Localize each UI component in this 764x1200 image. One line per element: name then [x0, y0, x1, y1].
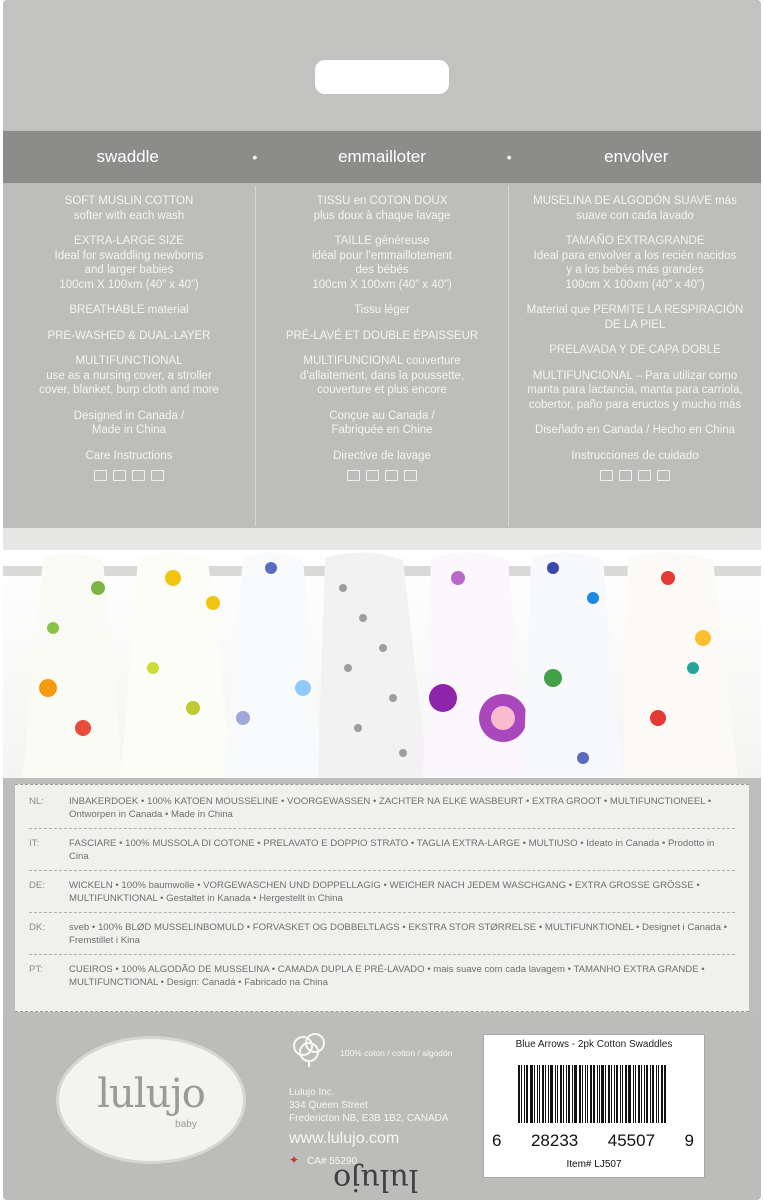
barcode-bar — [555, 1065, 556, 1123]
no-bleach-icon — [385, 470, 398, 481]
barcode-bar — [563, 1065, 564, 1123]
barcode-bar — [656, 1065, 657, 1123]
swaddle-4 — [318, 552, 428, 778]
feature-text: Diseñado en Canada / Hecho en China — [534, 424, 736, 436]
care-instructions-heading: Instrucciones de cuidado — [571, 449, 699, 462]
barcode — [518, 1065, 668, 1123]
maple-leaf-icon: ✦ — [289, 1153, 300, 1167]
barcode-digit-group: 28233 — [530, 1131, 579, 1150]
swaddle-3 — [223, 552, 323, 778]
feature-text: SOFT MUSLIN COTTON softer with each wash — [64, 195, 194, 222]
language-header-bar — [3, 131, 761, 183]
swaddle-5 — [423, 552, 528, 778]
tumble-dry-icon — [366, 470, 379, 481]
barcode-bar — [542, 1065, 544, 1123]
cotton-flower-icon — [288, 1032, 338, 1068]
language-text: WICKELN • 100% baumwolle • VORGEWASCHEN UND DOPPELLAGIG • WEICHER NACH JEDEM WASCHGANG • EXTRA GROSSE GRÖSSE • MULTIFUNKTIONAL • Gestaltet in Kanada • Hergestellt in China — [69, 880, 700, 904]
barcode-bar — [557, 1065, 558, 1123]
barcode-bar — [587, 1065, 588, 1123]
language-row-dk — [29, 921, 735, 955]
barcode-bar — [605, 1065, 606, 1123]
cotton-content-text: 100% coton / cotton / algodón — [340, 1048, 453, 1058]
feature-text: Designed in Canada / Made in China — [73, 409, 185, 436]
barcode-bar — [560, 1065, 562, 1123]
barcode-bar — [585, 1065, 586, 1123]
spanish-column — [508, 186, 761, 526]
care-icons — [11, 470, 247, 481]
barcode-bar — [537, 1065, 538, 1123]
barcode-bar — [534, 1065, 535, 1123]
barcode-bar — [590, 1065, 592, 1123]
barcode-bar — [622, 1065, 623, 1123]
barcode-bar — [572, 1065, 573, 1123]
barcode-bar — [625, 1065, 627, 1123]
barcode-bar — [530, 1065, 533, 1123]
address-line: Fredericton NB, E3B 1B2, CANADA — [289, 1113, 449, 1124]
item-number: Item# LJ507 — [566, 1159, 622, 1170]
language-code: PT: — [29, 964, 43, 975]
website-url: www.lulujo.com — [289, 1130, 400, 1147]
barcode-bar — [550, 1065, 553, 1123]
barcode-bar — [601, 1065, 604, 1123]
upside-down-logo: lulujo — [333, 1162, 419, 1197]
barcode-bar — [568, 1065, 570, 1123]
hang-tab-hole — [315, 60, 449, 94]
barcode-bar — [524, 1065, 525, 1123]
brand-footer — [3, 1016, 761, 1200]
language-row-pt — [29, 963, 735, 996]
english-column — [3, 186, 255, 526]
barcode-bar — [593, 1065, 595, 1123]
wash-icon — [600, 470, 613, 481]
swaddle-7 — [623, 552, 738, 778]
barcode-bar — [614, 1065, 615, 1123]
feature-text: PRELAVADA Y DE CAPA DOBLE — [549, 344, 721, 356]
feature-text: MULTIFUNCTIONAL use as a nursing cover, a stroller cover, blanket, burp cloth and more — [39, 355, 219, 396]
header-emmailloter: emmailloter — [338, 147, 426, 166]
feature-text: PRÉ-LAVÉ ET DOUBLE ÉPAISSEUR — [285, 329, 479, 342]
header-separator: • — [506, 149, 512, 165]
feature-text: MULTIFUNCIONAL couverture d’allaitement, dans la poussette, couverture et plus encore — [299, 355, 465, 396]
barcode-bar — [641, 1065, 642, 1123]
barcode-bar — [644, 1065, 645, 1123]
logo-baby-text: baby — [175, 1119, 197, 1130]
swaddles-illustration — [3, 528, 761, 778]
product-title: Blue Arrows - 2pk Cotton Swaddles — [515, 1039, 673, 1050]
feature-text: Material que PERMITE LA RESPIRACIÓN DE LA PIEL — [526, 304, 744, 331]
barcode-bar — [548, 1065, 549, 1123]
barcode-bar — [620, 1065, 621, 1123]
barcode-bar — [646, 1065, 648, 1123]
barcode-bar — [638, 1065, 640, 1123]
barcode-bar — [579, 1065, 581, 1123]
no-iron-icon — [404, 470, 417, 481]
feature-text: TISSU en COTON DOUX plus doux à chaque lavage — [313, 195, 451, 222]
barcode-digits — [484, 1131, 704, 1151]
barcode-bar — [545, 1065, 547, 1123]
language-text: FASCIARE • 100% MUSSOLA DI COTONE • PRELAVATO E DOPPIO STRATO • TAGLIA EXTRA-LARGE • MULTIUSO • Ideato in Canada • Prodotto in Cina — [69, 838, 715, 862]
barcode-digit-group: 45507 — [607, 1131, 656, 1150]
header-separator: • — [252, 149, 258, 165]
language-row-de — [29, 879, 735, 913]
barcode-bar — [521, 1065, 522, 1123]
barcode-bar — [633, 1065, 634, 1123]
swaddle-6 — [523, 552, 623, 778]
header-swaddle: swaddle — [96, 147, 159, 166]
language-text: CUEIROS • 100% ALGODÃO DE MUSSELINA • CAMADA DUPLA E PRÉ-LAVADO • mais suave com cada lavagem • TAMANHO EXTRA GRANDE • MULTIFUNCTIONAL • Design: Canadá • Fabricado na China — [69, 964, 705, 988]
logo-wordmark: lulujo — [97, 1071, 205, 1117]
language-row-it — [29, 837, 735, 871]
language-code: DE: — [29, 880, 45, 891]
care-icons — [517, 470, 753, 481]
barcode-bar — [616, 1065, 618, 1123]
package-back — [3, 0, 761, 1200]
language-text: INBAKERDOEK • 100% KATOEN MOUSSELINE • VOORGEWASSEN • ZACHTER NA ELKE WASBEURT • EXTRA GROOT • MULTIFUNCTIONEEL • Ontworpen in Canada • Made in China — [69, 796, 712, 820]
barcode-bar — [611, 1065, 612, 1123]
feature-text: EXTRA-LARGE SIZE Ideal for swaddling newborns and larger babies 100cm X 100xm (40” x 40”) — [54, 235, 204, 291]
barcode-bar — [661, 1065, 663, 1123]
barcode-bar — [574, 1065, 577, 1123]
barcode-digit-group: 9 — [684, 1131, 694, 1150]
care-instructions-heading: Directive de lavage — [333, 449, 431, 462]
feature-text: PRE-WASHED & DUAL-LAYER — [47, 329, 211, 342]
tumble-dry-icon — [619, 470, 632, 481]
language-code: IT: — [29, 838, 40, 849]
barcode-bar — [608, 1065, 610, 1123]
barcode-bar — [597, 1065, 598, 1123]
barcode-bar — [599, 1065, 600, 1123]
feature-text: TAMAÑO EXTRAGRANDE Ideal para envolver a los recién nacidos y a los bebés más grandes 100cm X 100xm (40” x 40”) — [533, 235, 737, 291]
language-code: DK: — [29, 922, 45, 933]
care-icons — [264, 470, 500, 481]
no-bleach-icon — [132, 470, 145, 481]
address-line: Lulujo Inc. — [289, 1087, 335, 1098]
multilingual-panel — [15, 784, 749, 1012]
feature-text: TAILLE généreuse idéal pour l’emmaillotement des bébés 100cm X 100xm (40” x 40”) — [312, 235, 452, 291]
language-text: sveb • 100% BLØD MUSSELINBOMULD • FORVASKET OG DOBBELTLAGS • EKSTRA STOR STØRRELSE • MULTIFUNKTIONEL • Designet i Canada • Fremstillet i Kina — [69, 922, 727, 946]
lulujo-logo — [56, 1036, 246, 1164]
barcode-bar — [652, 1065, 655, 1123]
no-bleach-icon — [638, 470, 651, 481]
feature-text: BREATHABLE material — [69, 304, 189, 316]
barcode-bar — [658, 1065, 659, 1123]
feature-text: MULTIFUNCIONAL – Para utilizar como manta para lactancia, manta para carriola, cobertor, paño para eructos y mucho más — [527, 369, 743, 411]
barcode-bar — [582, 1065, 583, 1123]
header-envolver: envolver — [604, 147, 669, 166]
barcode-bar — [635, 1065, 636, 1123]
wash-icon — [94, 470, 107, 481]
swaddles-photo — [3, 528, 761, 778]
address-line: 334 Queen Street — [289, 1100, 368, 1111]
barcode-bar — [539, 1065, 540, 1123]
wash-icon — [347, 470, 360, 481]
product-label-sticker — [483, 1034, 705, 1178]
barcode-digit-group: 6 — [492, 1131, 502, 1150]
feature-columns — [3, 186, 761, 526]
no-iron-icon — [151, 470, 164, 481]
barcode-bar — [518, 1065, 520, 1123]
feature-text: Conçue au Canada / Fabriquée en Chine — [329, 409, 435, 436]
barcode-bar — [664, 1065, 666, 1123]
swaddle-1 — [23, 553, 123, 778]
language-row-nl — [29, 795, 735, 829]
barcode-bar — [650, 1065, 651, 1123]
company-address — [289, 1086, 449, 1125]
tumble-dry-icon — [113, 470, 126, 481]
care-instructions-heading: Care Instructions — [85, 449, 173, 462]
language-code: NL: — [29, 796, 44, 807]
ca-number: CA# 55290 — [307, 1156, 358, 1167]
no-iron-icon — [657, 470, 670, 481]
feature-text: Tissu léger — [354, 304, 410, 316]
swaddle-2 — [121, 552, 233, 778]
french-column — [255, 186, 508, 526]
barcode-bar — [628, 1065, 631, 1123]
barcode-bar — [526, 1065, 528, 1123]
barcode-bar — [566, 1065, 567, 1123]
feature-text: MUSELINA DE ALGODÓN SUAVE más suave con cada lavado — [533, 195, 737, 222]
